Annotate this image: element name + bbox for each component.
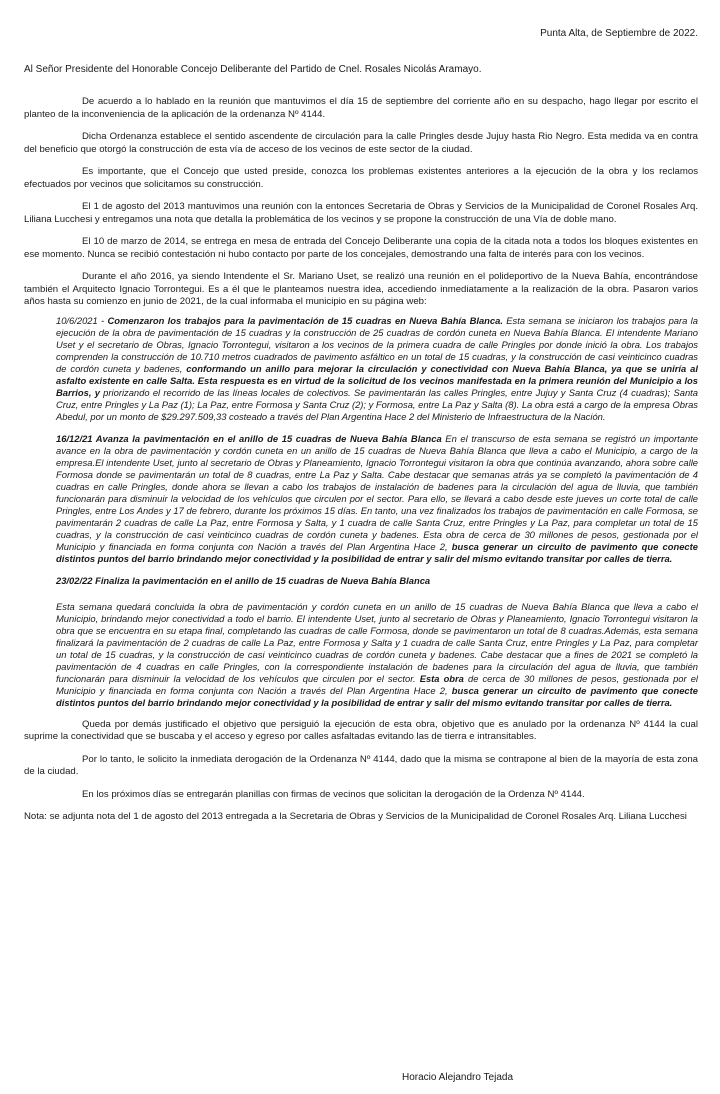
paragraph-7: Queda por demás justificado el objetivo que persiguió la ejecución de esta obra, objetivo que es anulado por la ordenanza Nº 4144 la cual suprime la conectividad que se buscaba y el acceso y egreso por calles asfaltadas evitando las de tierra e intransitables. bbox=[24, 718, 698, 742]
signature-name: Horacio Alejandro Tejada bbox=[402, 1072, 514, 1083]
quote-3-emphasis-b: busca generar un circuito de pavimento que conecte distintos puntos del barrio brindando mejor conectividad y la posibilidad de entrar y salir del mismo evitando transitar por calles de tierra. bbox=[56, 684, 698, 708]
paragraph-2: Dicha Ordenanza establece el sentido ascendente de circulación para la calle Pringles desde Jujuy hasta Rio Negro. Esta medida va en contra del beneficio que otorgó la construcción de esta vía de acceso de los vecinos de este sector de la ciudad. bbox=[24, 131, 698, 155]
salutation: Al Señor Presidente del Honorable Concejo Deliberante del Partido de Cnel. Rosales Nicolás Aramayo. bbox=[24, 64, 482, 75]
paragraph-1: De acuerdo a lo hablado en la reunión que mantuvimos el día 15 de septiembre del corriente año en su despacho, hago llegar por escrito el planteo de la inconveniencia de la aplicación de la ordenanza Nº 4144. bbox=[24, 96, 698, 120]
quote-1-date: 10/6/2021 - bbox=[56, 314, 108, 326]
paragraph-9: En los próximos días se entregarán planillas con firmas de vecinos que solicitan la derogación de la Ordenza Nº 4144. bbox=[82, 788, 585, 800]
paragraph-4: El 1 de agosto del 2013 mantuvimos una reunión con la entonces Secretaria de Obras y Servicios de la Municipalidad de Coronel Rosales Arq. Liliana Lucchesi y entregamos una nota que detalla la problemática de los vecinos y se propone la construcción de una Vía de doble mano. bbox=[24, 201, 698, 225]
quote-2021-12-16 bbox=[56, 433, 698, 565]
quote-1-text-b: priorizando el recorrido de las líneas locales de colectivos. Se pavimentarán las calles Pringles, entre Jujuy y Santa Cruz (4 cuadras); Santa Cruz, entre Pringles y La Paz (1); La Paz, entre Formosa y Santa Cruz (2); y Formosa, entre La Paz y Salta (8). La obra está a cargo de la empresa Obras Abedul, por un monto de $29.297.509,33 costeado a través del Plan Argentina Hace 2 del Ministerio de Infraestructura de la Nación. bbox=[56, 386, 699, 422]
quote-3-emphasis-a: Esta obra bbox=[419, 672, 464, 684]
date-line: Punta Alta, de Septiembre de 2022. bbox=[540, 28, 698, 39]
paragraph-6: Durante el año 2016, ya siendo Intendente el Sr. Mariano Uset, se realizó una reunión en el polideportivo de la Nueva Bahía, encontrándose también el Arquitecto Ignacio Torrontegui. Es a él que le planteamos nuestra idea, accediendo inmediatamente a la realización de la obra. Pasaron varios años hasta su comienzo en junio de 2021, de la cual informaba el municipio en su página web: bbox=[24, 271, 698, 307]
quoted-news-block bbox=[56, 315, 698, 709]
quote-2-headline: 16/12/21 Avanza la pavimentación en el anillo de 15 cuadras de Nueva Bahía Blanca bbox=[56, 432, 442, 444]
letter-body bbox=[24, 96, 698, 834]
paragraph-3: Es importante, que el Concejo que usted preside, conozca los problemas existentes anteriores a la ejecución de la obra y los reclamos efectuados por vecinos que solicitamos su construcción. bbox=[24, 166, 698, 190]
quote-2022-02-23 bbox=[56, 601, 698, 709]
quote-3-headline: 23/02/22 Finaliza la pavimentación en el anillo de 15 cuadras de Nueva Bahía Blanca bbox=[56, 574, 431, 586]
quote-3-text-b: de cerca de 30 millones de pesos, gestionada por el Municipio y financiada en forma conjunta con Nación a través del Plan Argentina Hace 2, bbox=[56, 672, 698, 696]
quote-3-text-a: Esta semana quedará concluida la obra de pavimentación y cordón cuneta en un anillo de 15 cuadras de Nueva Bahía Blanca que lleva a cabo el Municipio, brindando mejor conectividad a todo el barrio. El intendente Uset, junto al secretario de Obras y Planeamiento, Ignacio Torrontegui visitaron la obra que se encuentra en su etapa final, completando las cuadras de calle Formosa, donde se pavimentaron un total de 8 cuadras.Además, esta semana finalizará la pavimentación de 2 cuadras de calle La Paz, entre Formosa y Salta y 1 cuadra de calle Santa Cruz, entre Pringles y La Paz, para completar un total de 15 cuadras, y la construcción de casi veinticinco cuadras de cordón cuneta y badenes. Cabe destacar que a fines de 2021 se completó la pavimentación de 4 cuadras en calle Pringles, con la correspondiente instalación de badenes para la circulación del agua de lluvia, que también funcionarán para disminuir la velocidad de los vehículos que circulen por el sector. bbox=[56, 600, 698, 684]
quote-2021-06-10 bbox=[56, 315, 698, 423]
attachment-note: Nota: se adjunta nota del 1 de agosto del 2013 entregada a la Secretaria de Obras y Servicios de la Municipalidad de Coronel Rosales Arq. Liliana Lucchesi bbox=[24, 811, 687, 822]
paragraph-8: Por lo tanto, le solicito la inmediata derogación de la Ordenanza Nº 4144, dado que la misma se contrapone al bien de la mayoría de esta zona de la ciudad. bbox=[24, 753, 698, 777]
quote-2-emphasis: busca generar un circuito de pavimento que conecte distintos puntos del barrio brindando mejor conectividad y la posibilidad de entrar y salir del mismo evitando transitar por calles de tierra. bbox=[56, 540, 698, 564]
paragraph-5: El 10 de marzo de 2014, se entrega en mesa de entrada del Concejo Deliberante una copia de la citada nota a todos los bloques existentes en ese momento. Nunca se recibió contestación ni hubo contacto por parte de los concejales, demostrando una falta de interés para con los vecinos. bbox=[24, 236, 698, 260]
quote-2-text: En el transcurso de esta semana se registró un importante avance en la obra de pavimentación y cordón cuneta en un anillo de 15 cuadras de Nueva Bahía Blanca que lleva a cabo el Municipio, a cargo de la empresa.El intendente Uset, junto al secretario de Obras y Planeamiento, Ignacio Torrontegui visitaron la obra que continúa avanzando, ahora sobre calle Formosa donde se pavimentarán un total de 8 cuadras, entre La Paz y Salta. Cabe destacar que semanas atrás ya se completó la pavimentación de 4 cuadras en calle Pringles, donde ahora se llevan a cabo los trabajos de instalación de badenes para la circulación del agua de lluvia, que también funcionarán para disminuir la velocidad de los vehículos que circulen por el sector. Para ello, se llevará a cabo desde este jueves un corte total de calle Pringles, entre Los Andes y 17 de febrero, durante los próximos 15 días. En tanto, una vez finalizados los trabajos de pavimentación en calle Formosa, se pavimentarán 2 cuadras de calle La Paz, entre Formosa y Salta, y 1 cuadra de calle Santa Cruz, entre Pringles y La Paz, para completar un total de 15 cuadras, y la construcción de casi veinticinco cuadras de cordón cuneta y badenes. Esta obra de cerca de 30 millones de pesos, gestionada por el Municipio y financiada en forma conjunta con Nación a través del Plan Argentina Hace 2, bbox=[56, 432, 698, 552]
quote-1-headline: Comenzaron los trabajos para la pavimentación de 15 cuadras en Nueva Bahía Blanca. bbox=[107, 314, 503, 326]
quote-1-text-a: Esta semana se iniciaron los trabajos para la ejecución de la obra de pavimentación de 15 cuadras y la construcción de 25 cuadras de cordón cuneta en Nueva Bahía Blanca. El intendente Mariano Uset y el secretario de Obras, Ignacio Torrontegui, visitaron a los vecinos de la primera cuadra de calle Pringles por donde inició la obra. Los trabajos comprenden la construcción de 10.710 metros cuadrados de pavimento asfáltico en un total de 15 cuadras, y la construcción de casi veinticinco cuadras de cordón cuneta y badenes, bbox=[56, 314, 698, 374]
quote-1-emphasis: conformando un anillo para mejorar la circulación y conectividad con Nueva Bahía Blanca, ya que se uniría al asfalto existente en calle Salta. Esta respuesta es en virtud de la solicitud de los vecinos manifestada en la primera reunión del Municipio a los Barrios, y bbox=[56, 362, 698, 398]
